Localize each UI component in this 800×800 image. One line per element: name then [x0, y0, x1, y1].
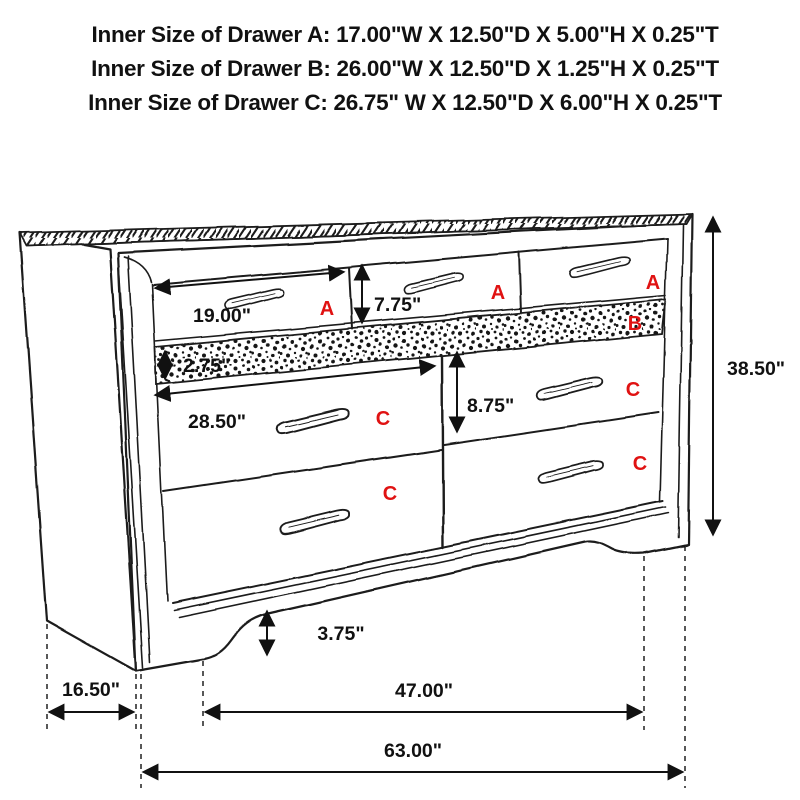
dim-drawer-a-width-label: 19.00" — [192, 305, 252, 327]
dim-band-height-label: 2.75" — [183, 355, 231, 377]
title-line-drawer-a: Inner Size of Drawer A: 17.00"W X 12.50"D X 5.00"H X 0.25"T — [91, 22, 719, 47]
dim-overall-width-label: 63.00" — [383, 740, 443, 762]
label-jewelry-band: B — [627, 313, 643, 335]
title-line-drawer-c: Inner Size of Drawer C: 26.75" W X 12.50"D X 6.00"H X 0.25"T — [88, 90, 722, 115]
dim-overall-height-label: 38.50" — [727, 358, 786, 380]
label-drawer-c-bottom-left: C — [382, 483, 398, 505]
dim-feet-span — [206, 680, 641, 712]
dim-overall-width — [144, 740, 682, 772]
dresser-drawing — [20, 214, 692, 671]
dim-overall-depth — [50, 679, 133, 712]
dim-drawer-c-height-label: 8.75" — [467, 395, 515, 417]
label-drawer-a-left: A — [319, 298, 335, 320]
dim-overall-height — [713, 218, 785, 534]
dim-foot-height-label: 3.75" — [317, 623, 365, 645]
dim-overall-depth-label: 16.50" — [61, 679, 121, 701]
label-drawer-a-right: A — [645, 272, 661, 294]
label-drawer-c-top-right: C — [625, 379, 641, 401]
label-drawer-c-top-left: C — [375, 408, 391, 430]
title-line-drawer-b: Inner Size of Drawer B: 26.00"W X 12.50"D X 1.25"H X 0.25"T — [91, 56, 719, 81]
dim-foot-height — [267, 612, 365, 654]
side-panel — [20, 233, 136, 671]
label-drawer-a-middle: A — [490, 282, 506, 304]
dim-drawer-c-width-label: 28.50" — [187, 411, 247, 433]
dim-feet-span-label: 47.00" — [394, 680, 454, 702]
dim-drawer-a-height-label: 7.75" — [374, 294, 422, 316]
front-face — [118, 214, 692, 671]
label-drawer-c-bottom-right: C — [632, 453, 648, 475]
center-divider — [442, 357, 443, 547]
title-block — [88, 22, 722, 115]
